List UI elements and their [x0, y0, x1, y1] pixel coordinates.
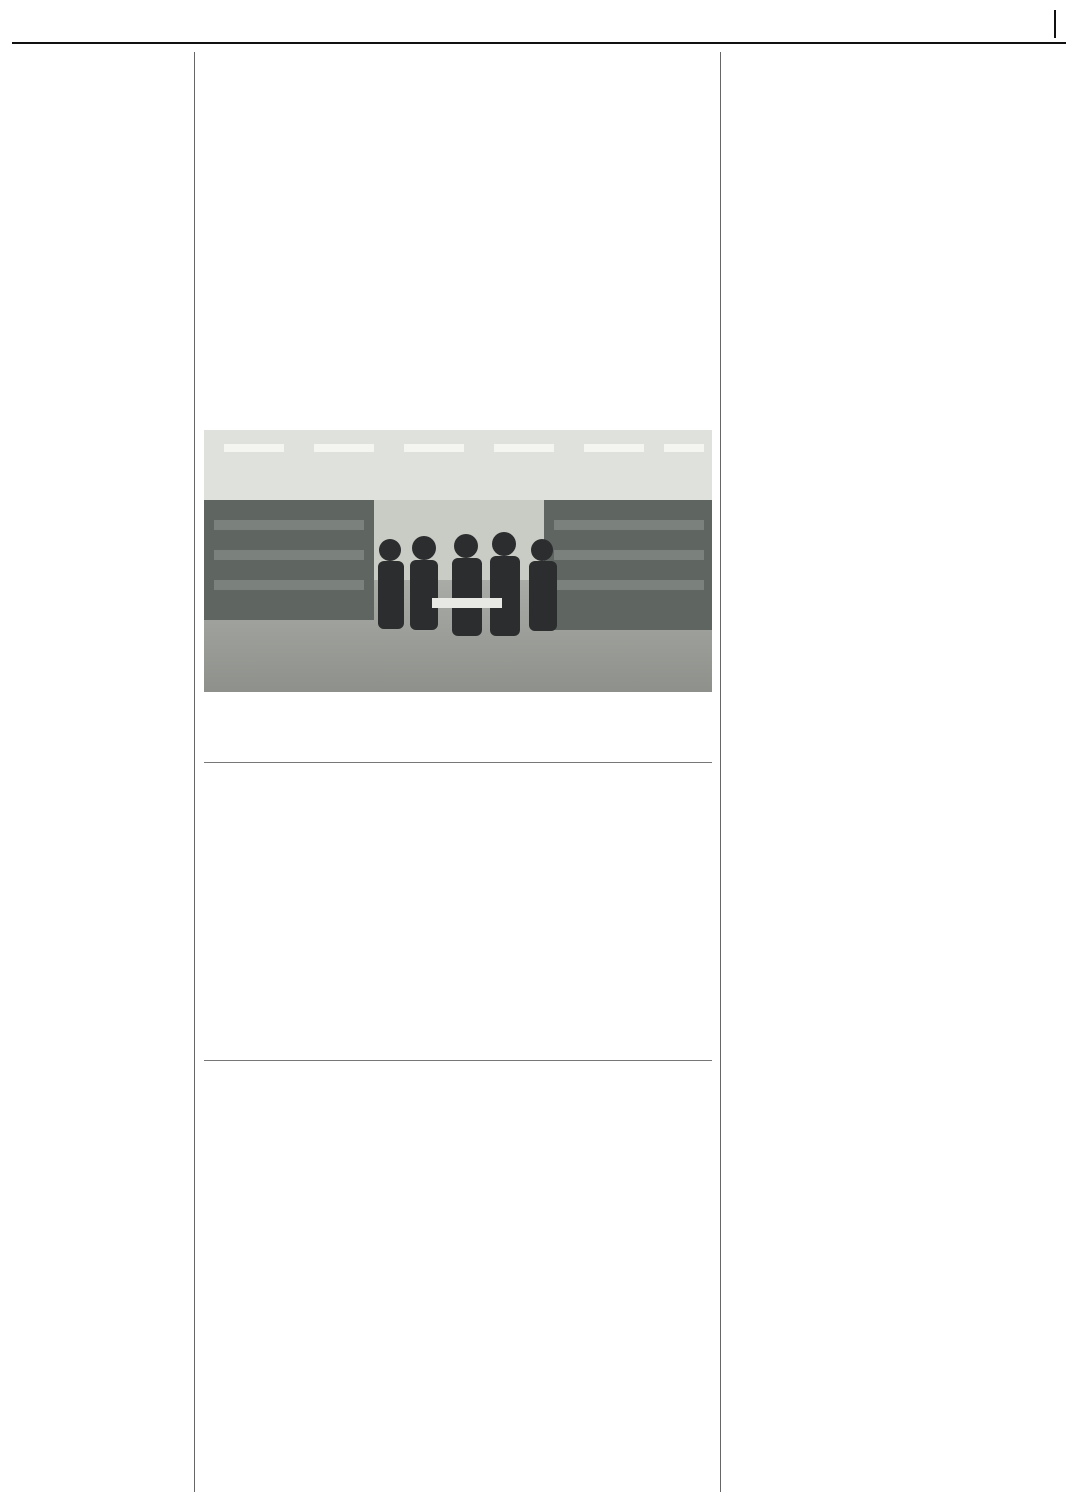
section-rule [204, 1060, 712, 1061]
masthead-meta [234, 32, 276, 42]
left-brief-column [14, 52, 186, 1492]
article-body [204, 1080, 712, 1436]
page-number [1054, 10, 1064, 38]
news-photo [204, 430, 712, 692]
article-yongkang [204, 768, 712, 1058]
masthead [12, 6, 1066, 44]
right-article-column [728, 56, 1068, 1492]
article-body [204, 66, 712, 350]
column-divider [720, 52, 721, 1492]
factory-visit-photo [204, 430, 712, 692]
article-gaoping [204, 52, 712, 424]
column-divider [194, 52, 195, 1492]
article-body [204, 782, 712, 1002]
section-rule [204, 762, 712, 763]
article-jian [204, 1066, 712, 1492]
